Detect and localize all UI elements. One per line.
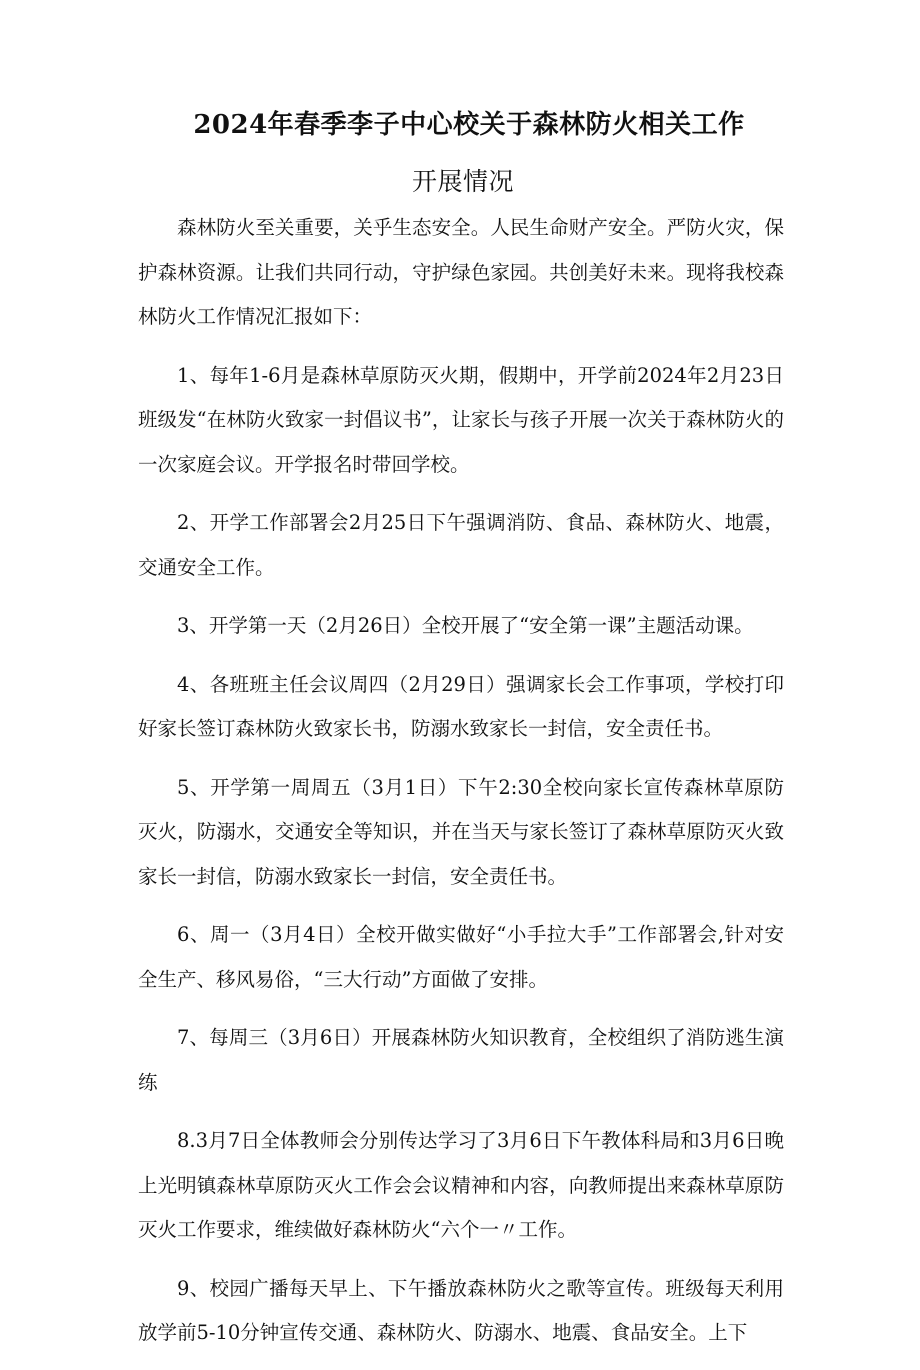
document-title-line-2: 开展情况 <box>411 167 514 196</box>
item-paragraph-9: 9、校园广播每天早上、下午播放森林防火之歌等宣传。班级每天利用放学前5-10分钟宣传交通、森林防火、防溺水、地震、食品安全。上下 <box>138 1276 784 1344</box>
document-body <box>138 206 784 1370</box>
item-paragraph-3: 3、开学第一天（2月26日）全校开展了“安全第一课”主题活动课。 <box>177 614 754 637</box>
item-paragraph-7: 7、每周三（3月6日）开展森林防火知识教育，全校组织了消防逃生演练 <box>138 1026 784 1094</box>
item-paragraph-5: 5、开学第一周周五（3月1日）下午2:30全校向家长宣传森林草原防灭火，防溺水，交通安全等知识，并在当天与家长签订了森林草原防灭火致家长一封信，防溺水致家长一封信，安全责任书。 <box>138 775 784 888</box>
document-title-line-1: 2024年春季李子中心校关于森林防火相关工作 <box>193 110 745 140</box>
item-paragraph-2: 2、开学工作部署会2月25日下午强调消防、食品、森林防火、地震，交通安全工作。 <box>138 511 784 579</box>
item-paragraph-4: 4、各班班主任会议周四（2月29日）强调家长会工作事项，学校打印好家长签订森林防火致家长书，防溺水致家长一封信，安全责任书。 <box>138 672 784 740</box>
item-paragraph-6: 6、周一（3月4日）全校开做实做好“小手拉大手”工作部署会,针对安全生产、移风易俗，“三大行动”方面做了安排。 <box>138 923 784 991</box>
item-paragraph-1: 1、每年1-6月是森林草原防灭火期，假期中，开学前2024年2月23日班级发“在林防火致家一封倡议书”，让家长与孩子开展一次关于森林防火的一次家庭会议。开学报名时带回学校。 <box>138 363 784 476</box>
item-paragraph-8: 8.3月7日全体教师会分别传达学习了3月6日下午教体科局和3月6日晚上光明镇森林草原防灭火工作会会议精神和内容，向教师提出来森林草原防灭火工作要求，维续做好森林防火“六个一〃工作。 <box>138 1129 784 1241</box>
intro-paragraph: 森林防火至关重要，关乎生态安全。人民生命财产安全。严防火灾，保护森林资源。让我们共同行动，守护绿色家园。共创美好未来。现将我校森林防火工作情况汇报如下： <box>138 216 784 328</box>
